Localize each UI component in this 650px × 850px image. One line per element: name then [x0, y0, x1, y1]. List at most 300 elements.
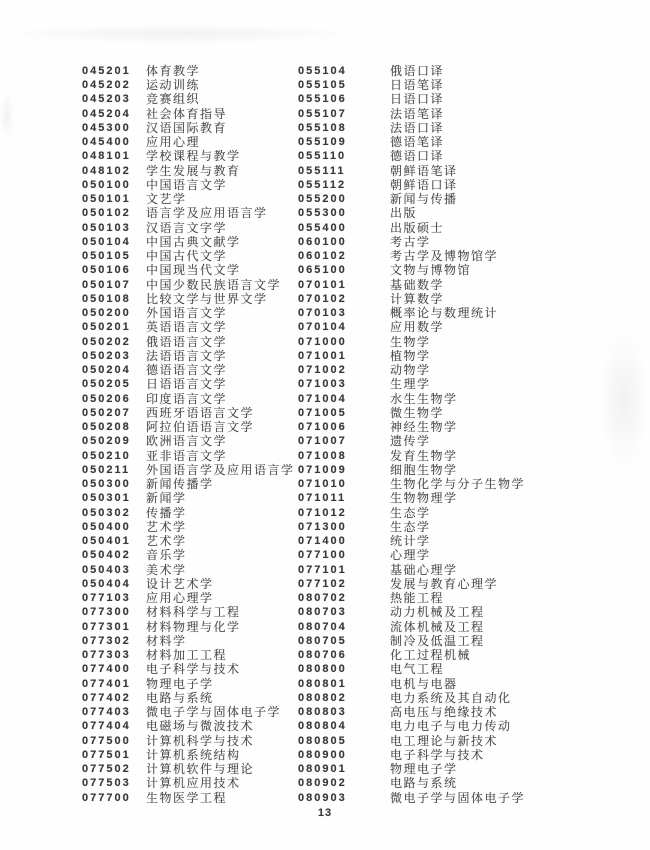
name-cell: 发展与教育心理学	[390, 576, 499, 591]
name-cell: 热能工程	[390, 591, 445, 606]
name-cell: 材料加工工程	[146, 648, 228, 663]
name-cell: 神经生物学	[390, 420, 458, 435]
table-row	[82, 235, 295, 249]
code-cell: 077301	[82, 620, 131, 633]
name-cell: 中国少数民族语言文学	[146, 277, 282, 292]
table-row	[298, 164, 525, 178]
table-row	[82, 64, 295, 78]
table-row	[82, 178, 295, 192]
code-cell: 055200	[298, 193, 347, 206]
table-row	[298, 463, 525, 477]
scan-artifact	[598, 330, 650, 470]
table-row	[298, 178, 525, 192]
code-cell: 050204	[82, 364, 131, 377]
table-row	[298, 292, 525, 306]
code-cell: 045400	[82, 136, 131, 149]
name-cell: 电力系统及其自动化	[390, 690, 512, 705]
code-cell: 045204	[82, 107, 131, 120]
name-cell: 体育教学	[146, 63, 201, 78]
table-row	[82, 492, 295, 506]
name-cell: 基础数学	[390, 277, 445, 292]
name-cell: 中国古代文学	[146, 249, 228, 264]
code-cell: 071005	[298, 406, 347, 419]
name-cell: 遗传学	[390, 434, 431, 449]
table-row	[298, 762, 525, 776]
table-row	[82, 620, 295, 634]
code-cell: 055110	[298, 150, 347, 163]
code-cell: 050208	[82, 421, 131, 434]
name-cell: 艺术学	[146, 534, 187, 549]
code-list-right	[298, 64, 525, 805]
code-cell: 045300	[82, 121, 131, 134]
table-row	[82, 278, 295, 292]
code-cell: 060102	[298, 250, 347, 263]
code-cell: 080800	[298, 663, 347, 676]
code-cell: 080706	[298, 649, 347, 662]
name-cell: 应用数学	[390, 320, 445, 335]
name-cell: 日语口译	[390, 92, 445, 107]
code-cell: 055111	[298, 164, 346, 177]
name-cell: 新闻传播学	[146, 477, 214, 492]
name-cell: 运动训练	[146, 78, 201, 93]
name-cell: 微电子学与固体电子学	[390, 790, 526, 805]
table-row	[82, 506, 295, 520]
code-cell: 070104	[298, 321, 347, 334]
table-row	[82, 93, 295, 107]
code-cell: 050206	[82, 392, 131, 405]
code-cell: 050102	[82, 207, 131, 220]
code-cell: 077302	[82, 634, 131, 647]
code-cell: 055400	[298, 221, 347, 234]
code-cell: 080704	[298, 620, 347, 633]
name-cell: 比较文学与世界文学	[146, 291, 268, 306]
name-cell: 新闻与传播	[390, 192, 458, 207]
code-cell: 071009	[298, 463, 347, 476]
name-cell: 出版硕士	[390, 220, 445, 235]
table-row	[298, 93, 525, 107]
table-row	[298, 150, 525, 164]
name-cell: 材料科学与工程	[146, 605, 241, 620]
name-cell: 发育生物学	[390, 448, 458, 463]
name-cell: 新闻学	[146, 491, 187, 506]
table-row	[82, 221, 295, 235]
name-cell: 心理学	[390, 548, 431, 563]
name-cell: 日语笔译	[390, 78, 445, 93]
table-row	[298, 734, 525, 748]
code-cell: 080805	[298, 734, 347, 747]
table-row	[298, 677, 525, 691]
code-cell: 050200	[82, 307, 131, 320]
name-cell: 电气工程	[390, 662, 445, 677]
code-cell: 071002	[298, 364, 347, 377]
table-row	[298, 691, 525, 705]
name-cell: 水生生物学	[390, 391, 458, 406]
scan-artifact	[0, 90, 14, 140]
name-cell: 欧洲语言文学	[146, 434, 228, 449]
name-cell: 细胞生物学	[390, 462, 458, 477]
name-cell: 电路与系统	[146, 690, 214, 705]
table-row	[298, 648, 525, 662]
code-cell: 071007	[298, 435, 347, 448]
table-row	[298, 520, 525, 534]
code-cell: 050211	[82, 463, 131, 476]
code-cell: 050302	[82, 506, 131, 519]
code-cell: 045202	[82, 79, 131, 92]
code-cell: 050209	[82, 435, 131, 448]
name-cell: 文艺学	[146, 192, 187, 207]
name-cell: 语言学及应用语言学	[146, 206, 268, 221]
table-row	[82, 363, 295, 377]
name-cell: 计算机软件与理论	[146, 762, 255, 777]
name-cell: 电子科学与技术	[146, 662, 241, 677]
name-cell: 学生发展与教育	[146, 163, 241, 178]
name-cell: 化工过程机械	[390, 648, 472, 663]
code-cell: 080702	[298, 592, 347, 605]
code-cell: 055109	[298, 136, 347, 149]
table-row	[82, 748, 295, 762]
name-cell: 电子科学与技术	[390, 747, 485, 762]
name-cell: 电路与系统	[390, 776, 458, 791]
name-cell: 微电子学与固体电子学	[146, 705, 282, 720]
code-cell: 050400	[82, 520, 131, 533]
table-row	[82, 349, 295, 363]
code-cell: 050203	[82, 349, 131, 362]
code-cell: 077402	[82, 691, 131, 704]
name-cell: 德语语言文学	[146, 363, 228, 378]
code-cell: 050301	[82, 492, 131, 505]
table-row	[298, 278, 525, 292]
code-cell: 071400	[298, 535, 347, 548]
code-cell: 070102	[298, 292, 347, 305]
name-cell: 俄语口译	[390, 63, 445, 78]
code-cell: 080802	[298, 691, 347, 704]
table-row	[82, 549, 295, 563]
table-row	[82, 378, 295, 392]
name-cell: 应用心理	[146, 135, 201, 150]
table-row	[82, 335, 295, 349]
table-row	[82, 677, 295, 691]
name-cell: 计算数学	[390, 291, 445, 306]
code-cell: 050201	[82, 321, 131, 334]
code-cell: 050100	[82, 178, 131, 191]
table-row	[82, 207, 295, 221]
table-row	[298, 221, 525, 235]
name-cell: 德语笔译	[390, 135, 445, 150]
name-cell: 物理电子学	[146, 676, 214, 691]
table-row	[82, 463, 295, 477]
code-cell: 055112	[298, 178, 347, 191]
name-cell: 生物物理学	[390, 491, 458, 506]
table-row	[298, 249, 525, 263]
table-row	[298, 264, 525, 278]
table-row	[82, 634, 295, 648]
name-cell: 出版	[390, 206, 418, 221]
name-cell: 考古学	[390, 234, 431, 249]
name-cell: 制冷及低温工程	[390, 633, 485, 648]
table-row	[298, 420, 525, 434]
code-cell: 080902	[298, 777, 347, 790]
table-row	[82, 264, 295, 278]
name-cell: 高电压与绝缘技术	[390, 705, 499, 720]
code-cell: 077102	[298, 577, 347, 590]
name-cell: 设计艺术学	[146, 576, 214, 591]
name-cell: 材料物理与化学	[146, 619, 241, 634]
name-cell: 汉语国际教育	[146, 120, 228, 135]
table-row	[298, 591, 525, 605]
code-cell: 050210	[82, 449, 131, 462]
code-cell: 071004	[298, 392, 347, 405]
code-cell: 077501	[82, 748, 131, 761]
code-cell: 070101	[298, 278, 347, 291]
name-cell: 亚非语言文学	[146, 448, 228, 463]
table-row	[82, 406, 295, 420]
code-cell: 071001	[298, 349, 347, 362]
code-cell: 065100	[298, 264, 347, 277]
table-row	[82, 648, 295, 662]
code-cell: 050402	[82, 549, 131, 562]
name-cell: 法语口译	[390, 120, 445, 135]
name-cell: 计算机科学与技术	[146, 733, 255, 748]
code-cell: 050404	[82, 577, 131, 590]
name-cell: 中国现当代文学	[146, 263, 241, 278]
name-cell: 艺术学	[146, 519, 187, 534]
code-cell: 071010	[298, 478, 347, 491]
table-row	[82, 577, 295, 591]
table-row	[298, 335, 525, 349]
table-row	[82, 520, 295, 534]
name-cell: 应用心理学	[146, 591, 214, 606]
table-row	[298, 492, 525, 506]
name-cell: 生物医学工程	[146, 790, 228, 805]
code-cell: 050108	[82, 292, 131, 305]
table-row	[82, 791, 295, 805]
table-row	[82, 720, 295, 734]
code-cell: 077502	[82, 763, 131, 776]
code-cell: 071006	[298, 421, 347, 434]
table-row	[82, 164, 295, 178]
code-cell: 050106	[82, 264, 131, 277]
table-row	[298, 791, 525, 805]
table-row	[298, 235, 525, 249]
table-row	[298, 577, 525, 591]
code-cell: 077400	[82, 663, 131, 676]
table-row	[82, 292, 295, 306]
table-row	[82, 534, 295, 548]
code-cell: 077500	[82, 734, 131, 747]
table-row	[82, 449, 295, 463]
code-cell: 080703	[298, 606, 347, 619]
table-row	[298, 634, 525, 648]
code-cell: 050107	[82, 278, 131, 291]
name-cell: 外国语言学及应用语言学	[146, 462, 295, 477]
table-row	[298, 663, 525, 677]
name-cell: 中国语言文学	[146, 177, 228, 192]
code-cell: 071003	[298, 378, 347, 391]
name-cell: 生物学	[390, 334, 431, 349]
name-cell: 音乐学	[146, 548, 187, 563]
code-cell: 050403	[82, 563, 131, 576]
name-cell: 中国古典文献学	[146, 234, 241, 249]
code-cell: 071012	[298, 506, 347, 519]
table-row	[82, 420, 295, 434]
code-cell: 080901	[298, 763, 347, 776]
name-cell: 考古学及博物馆学	[390, 249, 499, 264]
code-cell: 071008	[298, 449, 347, 462]
table-row	[298, 435, 525, 449]
table-row	[298, 449, 525, 463]
code-cell: 071300	[298, 520, 347, 533]
name-cell: 外国语言文学	[146, 306, 228, 321]
name-cell: 阿拉伯语语言文学	[146, 420, 255, 435]
table-row	[82, 78, 295, 92]
table-row	[298, 506, 525, 520]
table-row	[82, 150, 295, 164]
code-cell: 050300	[82, 478, 131, 491]
code-cell: 070103	[298, 307, 347, 320]
table-row	[82, 192, 295, 206]
code-list-left	[82, 64, 295, 805]
code-cell: 077100	[298, 549, 347, 562]
code-cell: 080803	[298, 706, 347, 719]
table-row	[298, 563, 525, 577]
scan-artifact	[0, 24, 360, 44]
code-cell: 080903	[298, 791, 347, 804]
code-cell: 050205	[82, 378, 131, 391]
code-cell: 045203	[82, 93, 131, 106]
code-cell: 071000	[298, 335, 347, 348]
name-cell: 概率论与数理统计	[390, 306, 499, 321]
table-row	[298, 534, 525, 548]
name-cell: 学校课程与教学	[146, 149, 241, 164]
table-row	[298, 121, 525, 135]
name-cell: 法语笔译	[390, 106, 445, 121]
table-row	[298, 406, 525, 420]
name-cell: 日语语言文学	[146, 377, 228, 392]
table-row	[298, 192, 525, 206]
name-cell: 电机与电器	[390, 676, 458, 691]
code-cell: 080900	[298, 748, 347, 761]
table-row	[298, 306, 525, 320]
code-cell: 055105	[298, 79, 347, 92]
code-cell: 050207	[82, 406, 131, 419]
name-cell: 生态学	[390, 519, 431, 534]
table-row	[82, 107, 295, 121]
table-row	[82, 306, 295, 320]
name-cell: 电磁场与微波技术	[146, 719, 255, 734]
name-cell: 电工理论与新技术	[390, 733, 499, 748]
code-cell: 048102	[82, 164, 131, 177]
table-row	[82, 135, 295, 149]
name-cell: 朝鲜语笔译	[390, 163, 458, 178]
table-row	[298, 477, 525, 491]
name-cell: 电力电子与电力传动	[390, 719, 512, 734]
code-cell: 048101	[82, 150, 131, 163]
table-row	[82, 563, 295, 577]
code-cell: 050104	[82, 235, 131, 248]
code-cell: 077103	[82, 592, 131, 605]
table-row	[298, 64, 525, 78]
code-cell: 077101	[298, 563, 347, 576]
table-row	[298, 392, 525, 406]
name-cell: 西班牙语语言文学	[146, 405, 255, 420]
table-row	[82, 777, 295, 791]
table-row	[298, 705, 525, 719]
name-cell: 生物化学与分子生物学	[390, 477, 526, 492]
name-cell: 俄语语言文学	[146, 334, 228, 349]
code-cell: 077503	[82, 777, 131, 790]
table-row	[82, 392, 295, 406]
code-cell: 055104	[298, 64, 347, 77]
table-row	[82, 435, 295, 449]
table-row	[82, 477, 295, 491]
name-cell: 传播学	[146, 505, 187, 520]
name-cell: 印度语言文学	[146, 391, 228, 406]
table-row	[298, 135, 525, 149]
code-cell: 077700	[82, 791, 131, 804]
code-cell: 077303	[82, 649, 131, 662]
table-row	[82, 606, 295, 620]
name-cell: 竞赛组织	[146, 92, 201, 107]
code-cell: 071011	[298, 492, 347, 505]
name-cell: 微生物学	[390, 405, 445, 420]
name-cell: 材料学	[146, 633, 187, 648]
code-cell: 077401	[82, 677, 131, 690]
code-cell: 055107	[298, 107, 347, 120]
table-row	[82, 734, 295, 748]
table-row	[298, 78, 525, 92]
name-cell: 英语语言文学	[146, 320, 228, 335]
code-cell: 050105	[82, 250, 131, 263]
table-row	[82, 321, 295, 335]
name-cell: 汉语言文字学	[146, 220, 228, 235]
table-row	[298, 606, 525, 620]
name-cell: 社会体育指导	[146, 106, 228, 121]
name-cell: 生态学	[390, 505, 431, 520]
page-number: 13	[317, 807, 333, 819]
table-row	[82, 591, 295, 605]
table-row	[298, 378, 525, 392]
table-row	[82, 691, 295, 705]
code-cell: 080804	[298, 720, 347, 733]
name-cell: 基础心理学	[390, 562, 458, 577]
code-cell: 080705	[298, 634, 347, 647]
name-cell: 美术学	[146, 562, 187, 577]
name-cell: 物理电子学	[390, 762, 458, 777]
code-cell: 050103	[82, 221, 131, 234]
name-cell: 计算机应用技术	[146, 776, 241, 791]
code-cell: 050202	[82, 335, 131, 348]
code-cell: 050401	[82, 535, 131, 548]
table-row	[298, 321, 525, 335]
table-row	[82, 249, 295, 263]
name-cell: 统计学	[390, 534, 431, 549]
code-cell: 055108	[298, 121, 347, 134]
table-row	[298, 720, 525, 734]
table-row	[298, 349, 525, 363]
name-cell: 动力机械及工程	[390, 605, 485, 620]
table-row	[298, 363, 525, 377]
name-cell: 流体机械及工程	[390, 619, 485, 634]
code-cell: 077403	[82, 706, 131, 719]
table-row	[298, 207, 525, 221]
name-cell: 计算机系统结构	[146, 747, 241, 762]
name-cell: 植物学	[390, 348, 431, 363]
table-row	[82, 762, 295, 776]
table-row	[298, 549, 525, 563]
name-cell: 德语口译	[390, 149, 445, 164]
table-row	[82, 121, 295, 135]
code-cell: 055106	[298, 93, 347, 106]
